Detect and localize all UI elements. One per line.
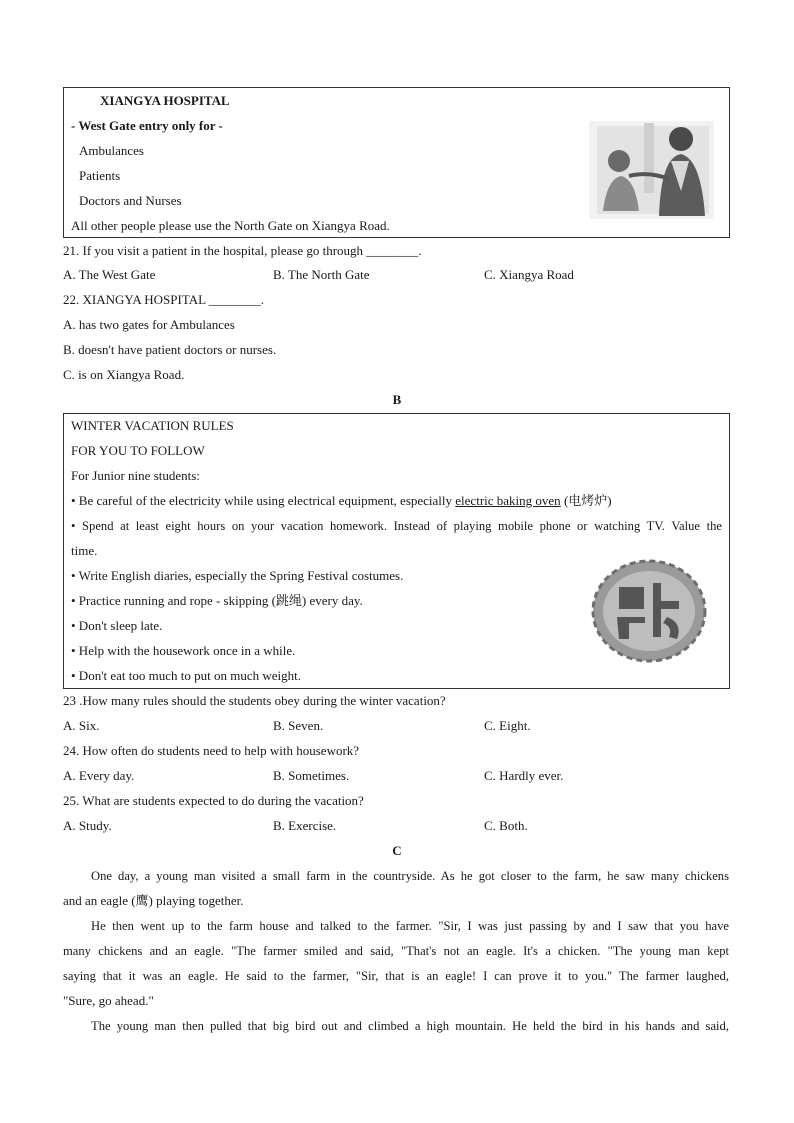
hospital-notice-title: XIANGYA HOSPITAL — [100, 93, 230, 108]
rules-audience: For Junior nine students: — [71, 468, 200, 483]
question-25-option-c[interactable]: C. Both. — [484, 818, 528, 833]
question-24-option-c[interactable]: C. Hardly ever. — [484, 768, 564, 783]
winter-rules-box — [63, 413, 730, 689]
hospital-notice-subtitle: - West Gate entry only for - — [71, 118, 223, 133]
question-21-stem: 21. If you visit a patient in the hospital, please go through ________. — [63, 243, 422, 258]
rule-1-suffix: (电烤炉) — [560, 493, 612, 508]
rule-5: • Don't sleep late. — [71, 618, 163, 633]
passage-p1-line-2: and an eagle (鹰) playing together. — [63, 893, 244, 908]
passage-p2-line-2: many chickens and an eagle. "The farmer smiled and said, "That's not an eagle. It's a chicken. "The young man kept — [63, 944, 729, 958]
question-24-stem: 24. How often do students need to help with housework? — [63, 743, 360, 758]
rule-7: • Don't eat too much to put on much weight. — [71, 668, 302, 683]
question-23-option-c[interactable]: C. Eight. — [484, 718, 531, 733]
question-22-option-b[interactable]: B. doesn't have patient doctors or nurses. — [63, 342, 277, 357]
question-24-option-b[interactable]: B. Sometimes. — [273, 768, 350, 783]
doctors-photo-image — [589, 121, 714, 219]
question-23-option-a[interactable]: A. Six. — [63, 718, 100, 733]
question-23-option-b[interactable]: B. Seven. — [273, 718, 324, 733]
question-21-option-c[interactable]: C. Xiangya Road — [484, 267, 574, 282]
rule-6: • Help with the housework once in a while. — [71, 643, 296, 658]
passage-p2-line-4: "Sure, go ahead." — [63, 993, 154, 1008]
hospital-notice-item: Ambulances — [79, 143, 144, 158]
hospital-notice-footer: All other people please use the North Gate on Xiangya Road. — [71, 218, 390, 233]
rule-1-underlined: electric baking oven — [455, 493, 561, 508]
hospital-notice-item: Patients — [79, 168, 121, 183]
passage-p1-line-1: One day, a young man visited a small farm in the countryside. As he got closer to the farm, he saw many chickens — [91, 869, 729, 883]
question-21-option-b[interactable]: B. The North Gate — [273, 267, 370, 282]
section-b-heading: B — [392, 392, 402, 407]
hospital-notice-item: Doctors and Nurses — [79, 193, 182, 208]
decorative-seal-image — [589, 557, 709, 665]
rule-1-prefix: • Be careful of the electricity while using electrical equipment, especially — [71, 493, 456, 508]
question-25-option-b[interactable]: B. Exercise. — [273, 818, 337, 833]
question-21-option-a[interactable]: A. The West Gate — [63, 267, 156, 282]
rules-title-2: FOR YOU TO FOLLOW — [71, 443, 205, 458]
rule-3: • Write English diaries, especially the Spring Festival costumes. — [71, 568, 404, 583]
rule-2-line-1: • Spend at least eight hours on your vacation homework. Instead of playing mobile phone or watching TV. Value the — [71, 519, 722, 533]
question-25-option-a[interactable]: A. Study. — [63, 818, 112, 833]
question-24-option-a[interactable]: A. Every day. — [63, 768, 135, 783]
rules-title-1: WINTER VACATION RULES — [71, 418, 234, 433]
question-22-option-a[interactable]: A. has two gates for Ambulances — [63, 317, 235, 332]
rule-4: • Practice running and rope - skipping (跳绳) every day. — [71, 593, 363, 608]
section-c-heading: C — [392, 843, 402, 858]
question-23-stem: 23 .How many rules should the students obey during the winter vacation? — [63, 693, 446, 708]
passage-p3-line-1: The young man then pulled that big bird out and climbed a high mountain. He held the bird in his hands and said, — [91, 1019, 729, 1033]
question-25-stem: 25. What are students expected to do during the vacation? — [63, 793, 364, 808]
hospital-notice-box — [63, 87, 730, 238]
passage-p2-line-1: He then went up to the farm house and talked to the farmer. "Sir, I was just passing by and I saw that you have — [91, 919, 729, 933]
question-22-option-c[interactable]: C. is on Xiangya Road. — [63, 367, 185, 382]
rule-2-line-2: time. — [71, 543, 98, 558]
passage-p2-line-3: saying that it was an eagle. He said to the farmer, "Sir, that is an eagle! I can prove it to you." The farmer laughed, — [63, 969, 729, 983]
rule-1 — [71, 492, 612, 510]
question-22-stem: 22. XIANGYA HOSPITAL ________. — [63, 292, 265, 307]
